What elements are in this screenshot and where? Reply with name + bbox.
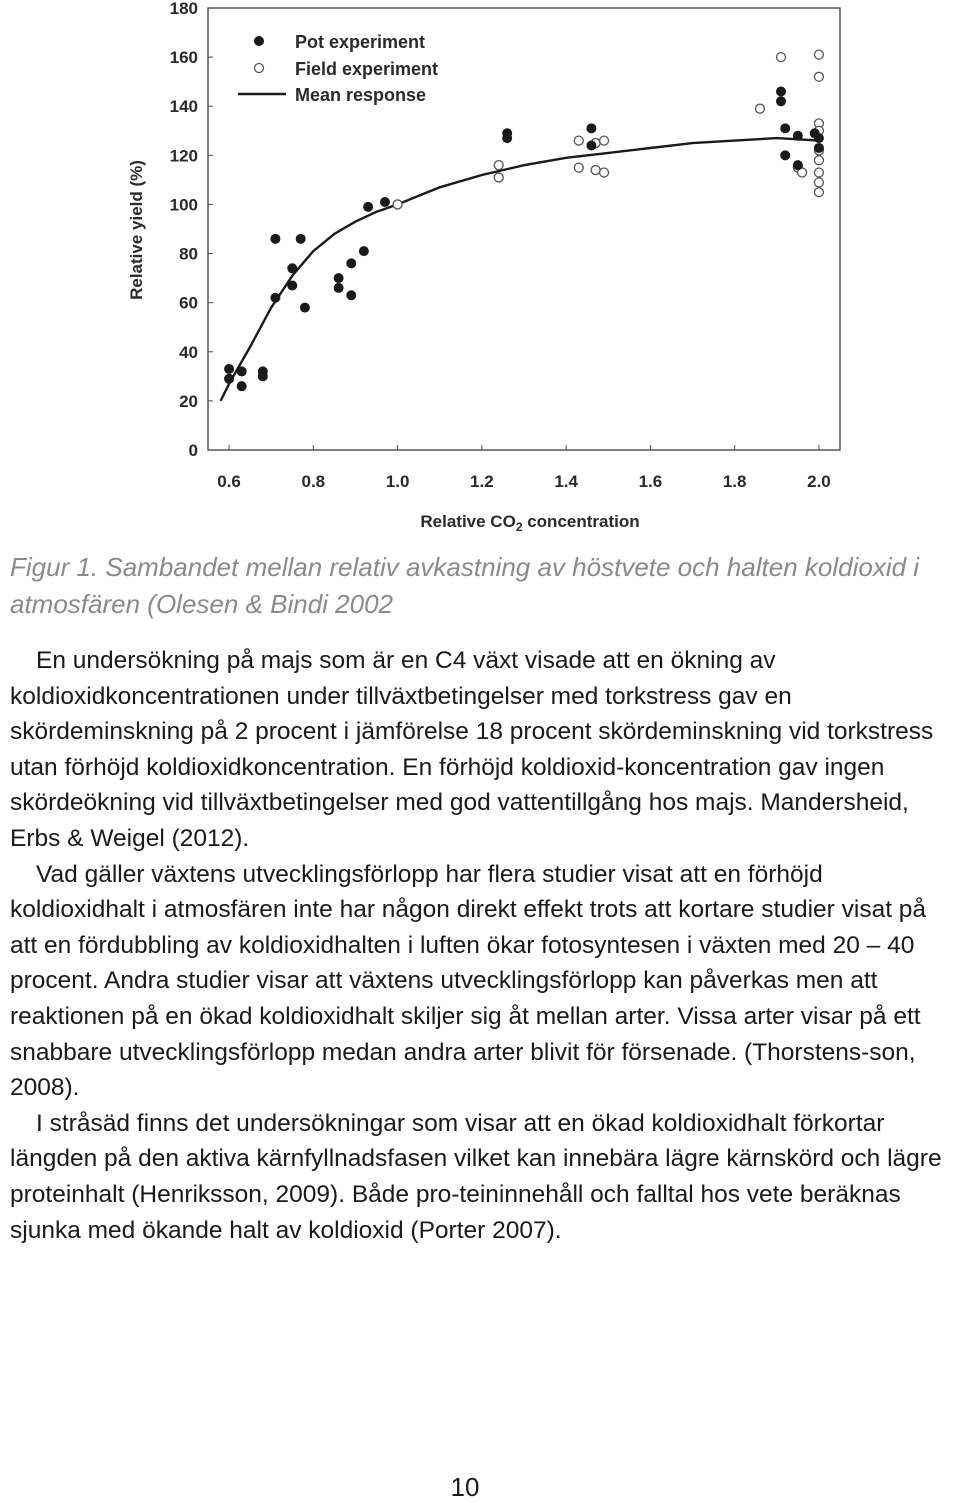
y-tick-label: 80 (179, 244, 198, 264)
pot-experiment-point (776, 96, 786, 106)
pot-experiment-point (270, 234, 280, 244)
y-tick-label: 120 (169, 146, 198, 166)
paragraph-maize: En undersökning på majs som är en C4 växt visade att en ökning av koldioxidkoncentrationen under tillväxtbetingelser med torkstress gav en skördeminskning på 2 procent i jämförelse 18 procent skördeminskning vid torkstress utan förhöjd koldioxidkoncentration. En förhöjd koldioxid-koncentration gav ingen skördeökning vid tillväxtbetingelser med god vattentillgång hos majs. Mandersheid, Erbs & Weigel (2012). (10, 647, 934, 852)
pot-experiment-point (780, 150, 790, 160)
paragraph-development: Vad gäller växtens utvecklingsförlopp har flera studier visat att en förhöjd koldioxidhalt i atmosfären inte har någon direkt effekt trots att kortare studier visat på att en fördubbling av koldioxidhalten i luften ökar fotosyntesen i växten med 20 – 40 procent. Andra studier visar att växtens utvecklingsförlopp kan påverkas men att reaktionen på en ökad koldioxidhalt skiljer sig åt mellan arter. Vissa arter visar på ett snabbare utvecklingsförlopp medan andra arter blivit för försenade. (Thorstens-son, 2008). (10, 860, 927, 1102)
pot-experiment-point (346, 290, 356, 300)
pot-experiment-point (793, 131, 803, 141)
pot-experiment-point (237, 366, 247, 376)
y-tick-label: 140 (169, 97, 198, 117)
x-tick-label: 1.4 (554, 472, 578, 491)
field-experiment-point (814, 168, 823, 177)
pot-experiment-point (380, 197, 390, 207)
pot-experiment-point (237, 381, 247, 391)
field-experiment-point (600, 136, 609, 145)
field-experiment-point (600, 168, 609, 177)
chart-legend (238, 32, 438, 105)
pot-experiment-point (287, 280, 297, 290)
pot-experiment-point (359, 246, 369, 256)
x-tick-label: 2.0 (807, 472, 831, 491)
x-axis-label-suffix: concentration (522, 512, 640, 531)
field-experiment-point (777, 53, 786, 62)
field-experiment-series (393, 50, 823, 209)
x-tick-label: 0.6 (217, 472, 241, 491)
field-experiment-point (574, 136, 583, 145)
pot-experiment-series (224, 86, 824, 391)
y-tick-label: 180 (169, 0, 198, 18)
x-tick-label: 0.8 (301, 472, 326, 491)
y-tick-label: 0 (188, 441, 198, 460)
relative-yield-scatter-plot (0, 0, 960, 540)
x-tick-label: 1.6 (638, 472, 663, 491)
legend-marker-pot-experiment (254, 36, 264, 46)
page-number: 10 (450, 1472, 480, 1502)
legend-marker-field-experiment (255, 64, 264, 73)
x-axis-label-main: Relative CO (420, 512, 516, 531)
pot-experiment-point (776, 86, 786, 96)
y-axis-label: Relative yield (%) (127, 160, 146, 300)
figure-chart (0, 0, 960, 540)
x-tick-label: 1.0 (385, 472, 410, 491)
x-tick-label: 1.8 (722, 472, 747, 491)
pot-experiment-point (224, 364, 234, 374)
y-tick-label: 100 (169, 195, 198, 215)
pot-experiment-point (502, 133, 512, 143)
field-experiment-point (814, 188, 823, 197)
mean-response-line (221, 138, 819, 401)
field-experiment-point (814, 72, 823, 81)
pot-experiment-point (363, 202, 373, 212)
pot-experiment-point (270, 293, 280, 303)
paragraph-cereals: I stråsäd finns det undersökningar som visar att en ökad koldioxidhalt förkortar längden på den aktiva kärnfyllnadsfasen vilket kan innebära lägre kärnskörd och lägre proteinhalt (Henriksson, 2009). Både pro-teininnehåll och falltal hos vete beräknas sjunka med ökande halt av koldioxid (Porter 2007). (10, 1109, 942, 1244)
figure-caption: Figur 1. Sambandet mellan relativ avkastning av höstvete och halten koldioxid i atmosfären (Olesen & Bindi 2002 (10, 552, 920, 619)
body-text (10, 643, 955, 1248)
pot-experiment-point (300, 303, 310, 313)
pot-experiment-point (334, 283, 344, 293)
pot-experiment-point (586, 141, 596, 151)
legend-label-mean-response: Mean response (295, 85, 427, 105)
pot-experiment-point (780, 123, 790, 133)
legend-label-field-experiment: Field experiment (295, 59, 439, 79)
pot-experiment-point (296, 234, 306, 244)
y-axis-ticks (170, 0, 213, 460)
y-tick-label: 160 (169, 48, 198, 68)
pot-experiment-point (586, 123, 596, 133)
field-experiment-point (755, 104, 764, 113)
pot-experiment-point (334, 273, 344, 283)
y-tick-label: 60 (179, 293, 198, 313)
y-tick-label: 40 (179, 342, 198, 362)
x-axis-ticks (217, 445, 831, 491)
mean-response-series (221, 138, 819, 401)
pot-experiment-point (814, 133, 824, 143)
field-experiment-point (814, 156, 823, 165)
pot-experiment-point (346, 258, 356, 268)
field-experiment-point (574, 163, 583, 172)
x-tick-label: 1.2 (470, 472, 494, 491)
y-tick-label: 20 (179, 391, 198, 411)
pot-experiment-point (793, 160, 803, 170)
field-experiment-point (393, 200, 402, 209)
x-axis-label-subscript: 2 (515, 519, 523, 534)
field-experiment-point (591, 166, 600, 175)
pot-experiment-point (258, 371, 268, 381)
pot-experiment-point (287, 263, 297, 273)
field-experiment-point (814, 50, 823, 59)
pot-experiment-point (814, 143, 824, 153)
legend-label-pot-experiment: Pot experiment (295, 32, 426, 52)
field-experiment-point (814, 178, 823, 187)
field-experiment-point (494, 173, 503, 182)
field-experiment-point (494, 161, 503, 170)
x-axis-label (420, 512, 639, 534)
pot-experiment-point (224, 374, 234, 384)
